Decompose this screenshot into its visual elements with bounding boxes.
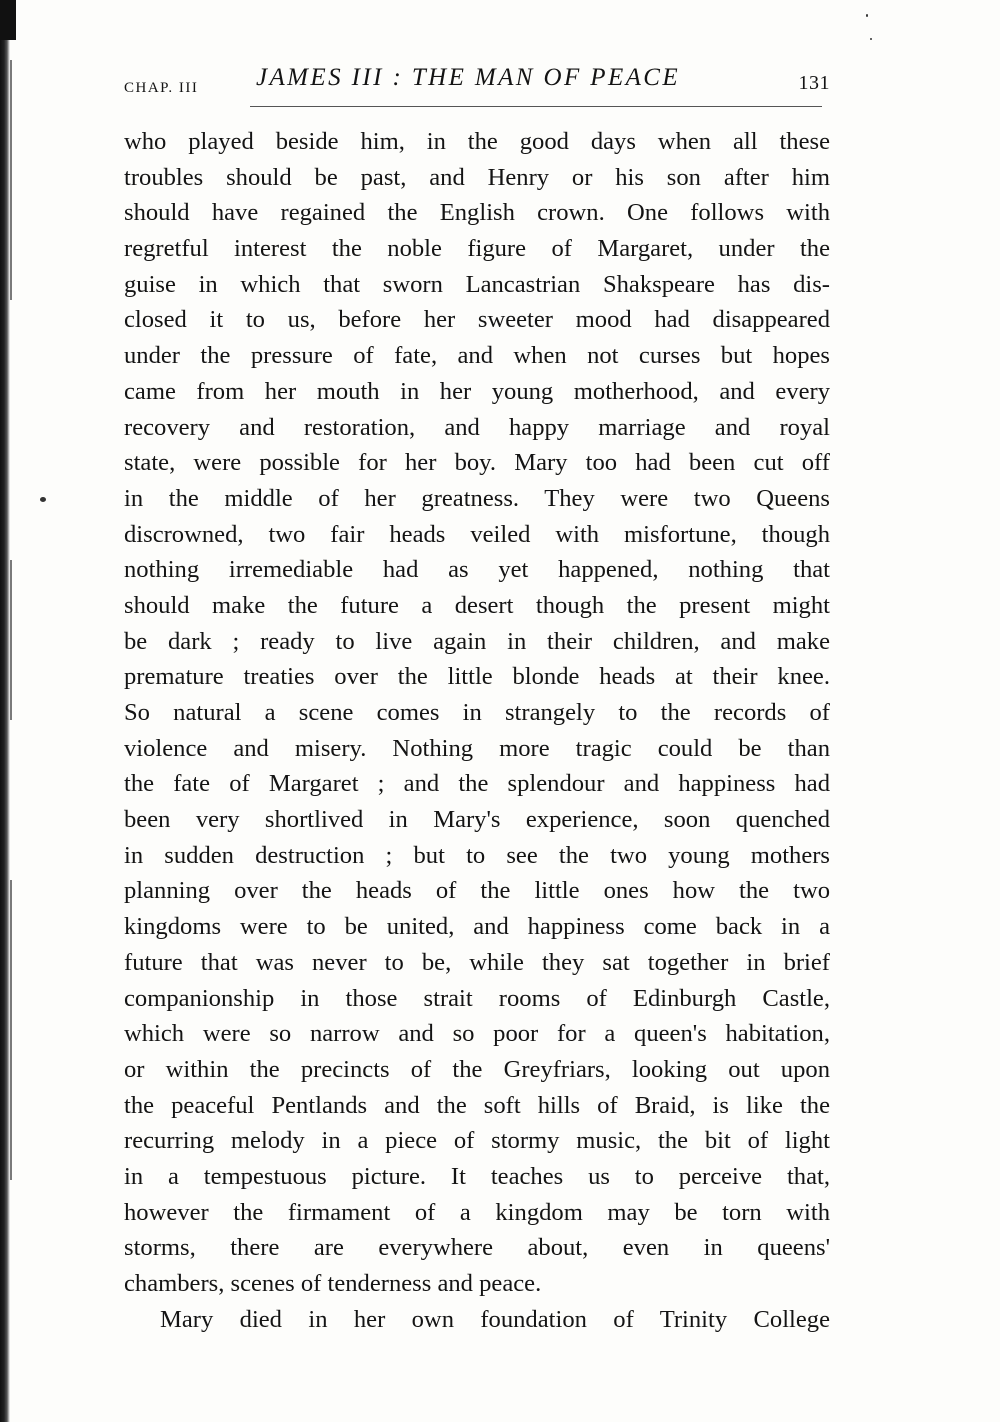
header-rule	[250, 106, 822, 107]
binding-line	[10, 560, 12, 720]
paragraph-start-line: Mary died in her own foundation of Trinity College	[160, 1305, 830, 1333]
text-line: So natural a scene comes in strangely to the records of	[124, 699, 830, 726]
paragraph-end-line: chambers, scenes of tenderness and peace.	[124, 1270, 542, 1297]
binding-line	[10, 880, 12, 1180]
text-line: troubles should be past, and Henry or his son after him	[124, 163, 830, 191]
text-line: in the middle of her greatness. They were two Queens	[124, 484, 830, 512]
text-line: future that was never to be, while they sat together in brief	[124, 948, 830, 976]
text-line: in a tempestuous picture. It teaches us to perceive that,	[124, 1162, 830, 1190]
text-line: violence and misery. Nothing more tragic could be than	[124, 734, 830, 762]
text-line: been very shortlived in Mary's experience, soon quenched	[124, 806, 830, 834]
text-line: however the firmament of a kingdom may be torn with	[124, 1198, 830, 1226]
text-line: storms, there are everywhere about, even in queens'	[124, 1234, 830, 1262]
text-line: or within the precincts of the Greyfriars, looking out upon	[124, 1055, 830, 1083]
scan-speck	[866, 14, 868, 17]
running-title: JAMES III : THE MAN OF PEACE	[256, 64, 681, 91]
binding-edge-top	[0, 0, 16, 40]
text-line: guise in which that sworn Lancastrian Shakspeare has dis-	[124, 270, 830, 298]
text-line: should have regained the English crown. One follows with	[124, 199, 830, 227]
binding-edge	[0, 0, 10, 1422]
text-line: be dark ; ready to live again in their children, and make	[124, 627, 830, 655]
text-line: came from her mouth in her young motherhood, and every	[124, 377, 830, 405]
text-line: which were so narrow and so poor for a queen's habitation,	[124, 1020, 830, 1048]
scan-speck	[40, 497, 46, 502]
binding-line	[10, 60, 12, 300]
text-line: discrowned, two fair heads veiled with misfortune, though	[124, 520, 830, 548]
text-line: recovery and restoration, and happy marriage and royal	[124, 413, 830, 441]
text-line: nothing irremediable had as yet happened, nothing that	[124, 556, 830, 584]
running-header	[124, 60, 830, 100]
page-number: 131	[798, 72, 830, 94]
text-line: in sudden destruction ; but to see the two young mothers	[124, 841, 830, 869]
text-line: the peaceful Pentlands and the soft hills of Braid, is like the	[124, 1091, 830, 1119]
text-line: premature treaties over the little blonde heads at their knee.	[124, 663, 830, 691]
text-line: closed it to us, before her sweeter mood had disappeared	[124, 306, 830, 334]
text-line: who played beside him, in the good days when all these	[124, 128, 830, 155]
text-line: regretful interest the noble figure of Margaret, under the	[124, 235, 830, 263]
text-line: the fate of Margaret ; and the splendour and happiness had	[124, 770, 830, 798]
text-line: under the pressure of fate, and when not curses but hopes	[124, 342, 830, 370]
text-line: state, were possible for her boy. Mary too had been cut off	[124, 449, 830, 477]
scan-speck	[870, 38, 872, 40]
chapter-label: CHAP. III	[124, 80, 199, 96]
text-line: kingdoms were to be united, and happiness come back in a	[124, 913, 830, 941]
text-line: companionship in those strait rooms of Edinburgh Castle,	[124, 984, 830, 1012]
text-line: should make the future a desert though the present might	[124, 591, 830, 619]
body-text	[124, 124, 830, 1337]
text-line: planning over the heads of the little ones how the two	[124, 877, 830, 905]
text-line: recurring melody in a piece of stormy music, the bit of light	[124, 1127, 830, 1155]
